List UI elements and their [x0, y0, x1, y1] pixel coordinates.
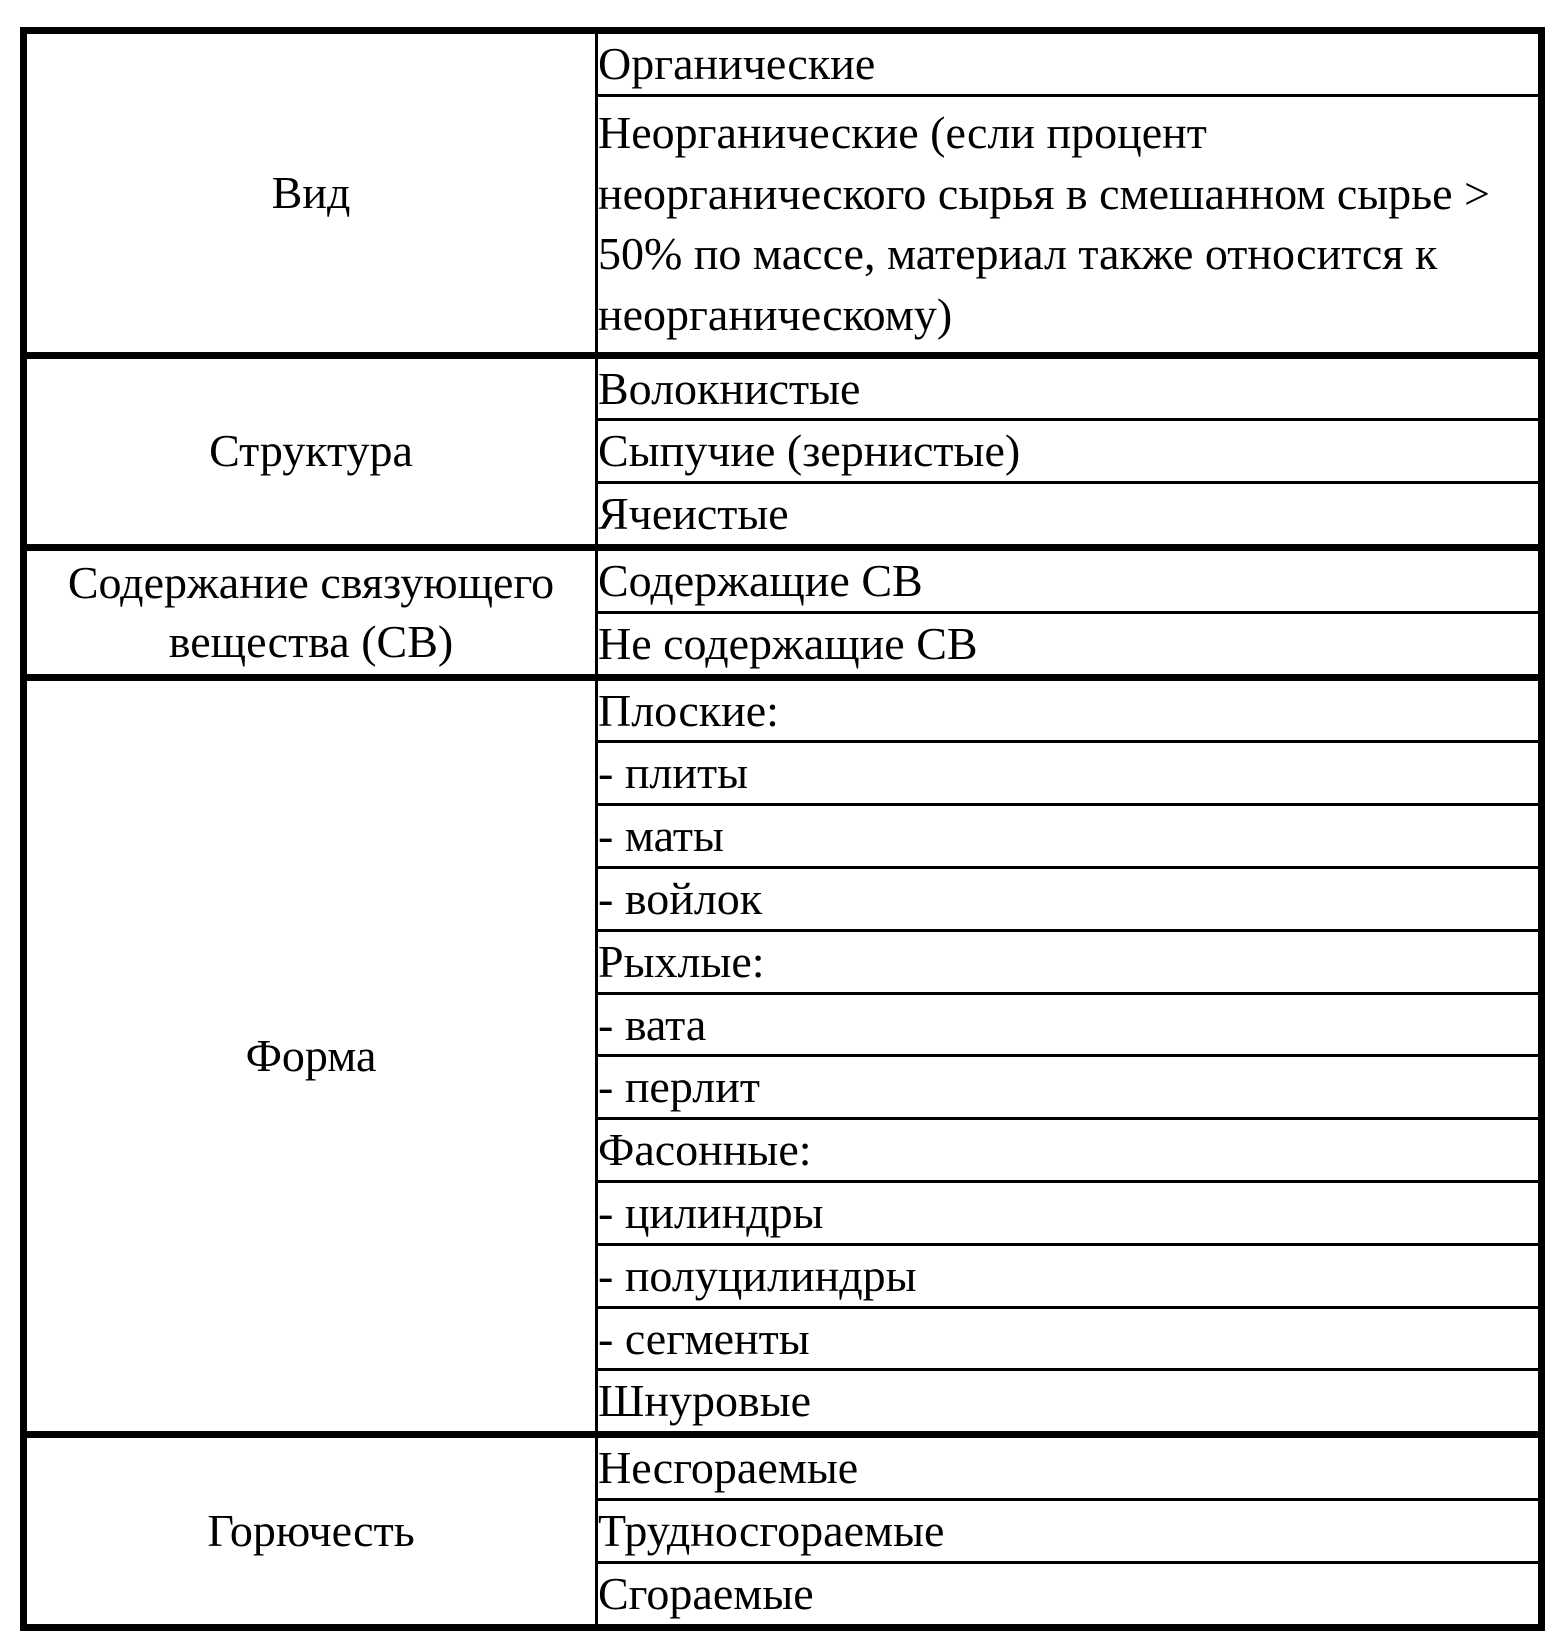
- table-row: [24, 1435, 1542, 1500]
- table-row: [24, 31, 1542, 96]
- criterion-label: Структура: [209, 425, 413, 477]
- value-cell: - плиты: [597, 742, 1542, 805]
- value-cell: Сыпучие (зернистые): [597, 420, 1542, 483]
- table-row: [24, 548, 1542, 613]
- criterion-label: Горючесть: [207, 1505, 415, 1557]
- value-cell: - перлит: [597, 1056, 1542, 1119]
- value-cell: Шнуровые: [597, 1370, 1542, 1435]
- criterion-label: Содержание связующего вещества (СВ): [67, 556, 555, 668]
- value-cell: Рыхлые:: [597, 930, 1542, 993]
- value-cell: Плоские:: [597, 677, 1542, 742]
- value-cell: Ячеистые: [597, 483, 1542, 548]
- value-cell: Содержащие СВ: [597, 548, 1542, 613]
- value-cell: - цилиндры: [597, 1182, 1542, 1245]
- value-cell: Несгораемые: [597, 1435, 1542, 1500]
- classification-table-container: [20, 27, 1545, 1619]
- value-cell: Трудносгораемые: [597, 1500, 1542, 1563]
- criterion-cell: [24, 677, 597, 1435]
- criterion-label: Вид: [271, 166, 351, 218]
- criterion-cell: [24, 1435, 597, 1627]
- table-row: [24, 677, 1542, 742]
- criterion-label: Форма: [245, 1030, 377, 1082]
- value-cell: Не содержащие СВ: [597, 612, 1542, 677]
- table-row: [24, 355, 1542, 420]
- table-body: [24, 31, 1542, 1628]
- value-cell: Фасонные:: [597, 1119, 1542, 1182]
- value-cell: - маты: [597, 805, 1542, 868]
- value-cell: Органические: [597, 31, 1542, 96]
- value-cell: - войлок: [597, 868, 1542, 931]
- value-cell: Неорганические (если процент неорганического сырья в смешанном сырье > 50% по массе, материал также относится к неорганическому): [597, 95, 1542, 355]
- value-cell: Волокнистые: [597, 355, 1542, 420]
- criterion-cell: [24, 355, 597, 547]
- value-cell: Сгораемые: [597, 1562, 1542, 1627]
- criterion-cell: [24, 548, 597, 678]
- criterion-cell: [24, 31, 597, 356]
- classification-table: [20, 27, 1545, 1631]
- value-cell: - вата: [597, 993, 1542, 1056]
- value-cell: - полуцилиндры: [597, 1244, 1542, 1307]
- value-cell: - сегменты: [597, 1307, 1542, 1370]
